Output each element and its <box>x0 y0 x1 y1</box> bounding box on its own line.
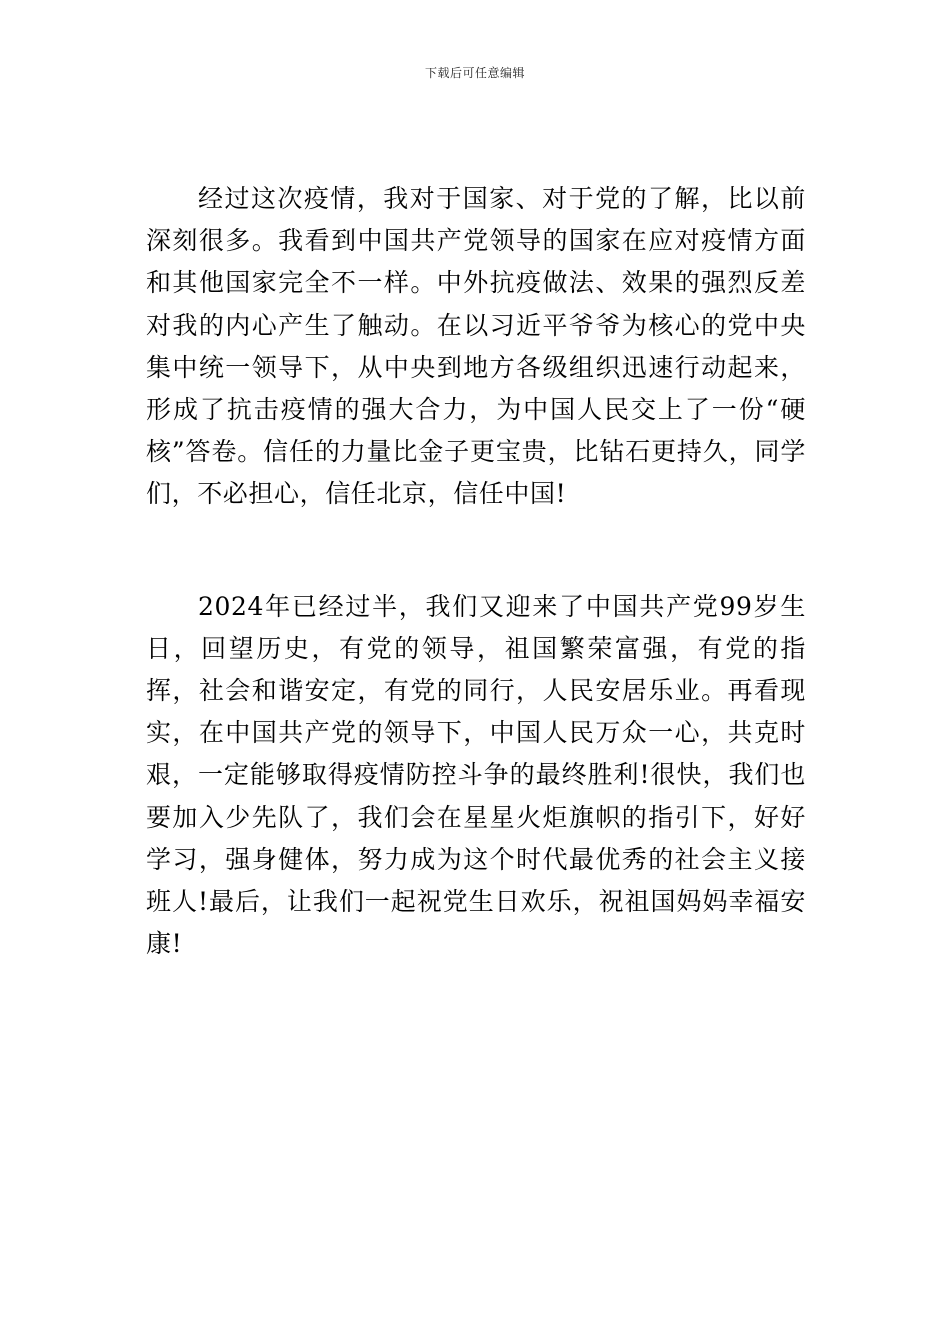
page-header: 下载后可任意编辑 <box>424 66 525 80</box>
paragraph-1: 经过这次疫情，我对于国家、对于党的了解，比以前深刻很多。我看到中国共产党领导的国家在应对疫情方面和其他国家完全不一样。中外抗疫做法、效果的强烈反差对我的内心产生了触动。在以习近平爷爷为核心的党中央集中统一领导下，从中央到地方各级组织迅速行动起来，形成了抗击疫情的强大合力，为中国人民交上了一份“硬核”答卷。信任的力量比金子更宝贵，比钻石更持久，同学们，不必担心，信任北京，信任中国! <box>146 184 806 509</box>
document-body <box>146 178 806 965</box>
paragraph-2: 2024年已经过半，我们又迎来了中国共产党99岁生日，回望历史，有党的领导，祖国繁荣富强，有党的指挥，社会和谐安定，有党的同行，人民安居乐业。再看现实，在中国共产党的领导下，中国人民万众一心，共克时艰，一定能够取得疫情防控斗争的最终胜利!很快，我们也要加入少先队了，我们会在星星火炬旗帜的指引下，好好学习，强身健体，努力成为这个时代最优秀的社会主义接班人!最后，让我们一起祝党生日欢乐，祝祖国妈妈幸福安康! <box>146 591 806 959</box>
